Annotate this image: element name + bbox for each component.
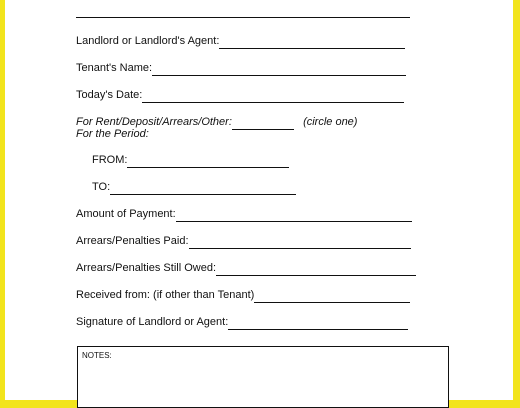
signature-field[interactable] — [228, 316, 408, 330]
from-field[interactable] — [127, 154, 289, 168]
form-page — [5, 0, 513, 400]
signature-row — [76, 314, 408, 330]
arrears-paid-field[interactable] — [189, 235, 411, 249]
from-label: FROM: — [92, 154, 128, 166]
period-row — [76, 126, 149, 142]
payment-type-field[interactable] — [232, 116, 294, 130]
amount-row — [76, 206, 412, 222]
received-row — [76, 287, 410, 303]
arrears-paid-row — [76, 233, 411, 249]
tenant-label: Tenant's Name: — [76, 62, 153, 74]
arrears-paid-label: Arrears/Penalties Paid: — [76, 235, 189, 247]
circle-one-note: (circle one) — [303, 116, 358, 128]
to-row — [92, 179, 296, 195]
to-field[interactable] — [110, 181, 296, 195]
payment-type-label: For Rent/Deposit/Arrears/Other: — [76, 116, 232, 128]
amount-label: Amount of Payment: — [76, 208, 176, 220]
date-field[interactable] — [142, 89, 404, 103]
tenant-field[interactable] — [152, 62, 406, 76]
period-label: For the Period: — [76, 128, 149, 140]
received-field[interactable] — [254, 289, 410, 303]
landlord-row — [76, 33, 405, 49]
from-row — [92, 152, 289, 168]
date-row — [76, 87, 404, 103]
landlord-field[interactable] — [219, 35, 405, 49]
top-blank-line[interactable] — [76, 17, 410, 18]
to-label: TO: — [92, 181, 111, 193]
amount-field[interactable] — [176, 208, 412, 222]
received-label: Received from: (if other than Tenant) — [76, 289, 255, 301]
signature-label: Signature of Landlord or Agent: — [76, 316, 229, 328]
notes-label: NOTES: — [82, 351, 112, 360]
landlord-label: Landlord or Landlord's Agent: — [76, 35, 220, 47]
arrears-owed-label: Arrears/Penalties Still Owed: — [76, 262, 216, 274]
date-label: Today's Date: — [76, 89, 143, 101]
arrears-owed-row — [76, 260, 416, 276]
arrears-owed-field[interactable] — [216, 262, 416, 276]
tenant-row — [76, 60, 406, 76]
notes-box[interactable] — [77, 346, 449, 408]
